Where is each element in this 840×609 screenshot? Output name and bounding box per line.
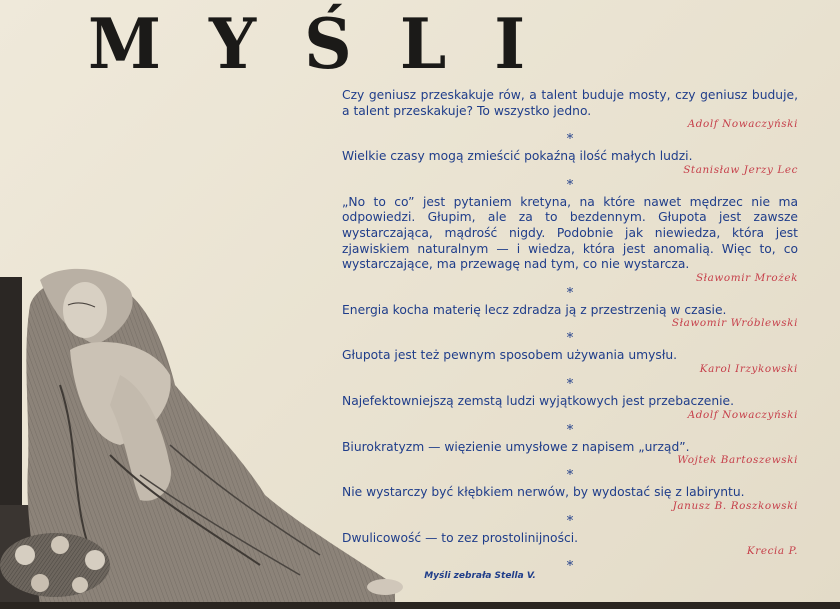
separator-star: *	[566, 513, 574, 529]
quote-author: Adolf Nowaczyński	[687, 118, 798, 131]
separator-star: *	[566, 468, 574, 484]
quote-author: Karol Irzykowski	[699, 362, 798, 375]
quote-author: Janusz B. Roszkowski	[672, 499, 798, 512]
quote-text: Czy geniusz przeskakuje rów, a talent buduje mosty, czy geniusz buduje, a talent przeskakuje? To wszystko jedno.	[342, 88, 798, 118]
quote-text: Najefektowniejszą zemstą ludzi wyjątkowych jest przebaczenie.	[342, 393, 735, 408]
quote-text: Energia kocha materię lecz zdradza ją z przestrzenią w czasie.	[342, 302, 727, 317]
separator-star: *	[566, 376, 574, 392]
separator-star: *	[566, 559, 574, 575]
quote-text: Biurokratyzm — więzienie umysłowe z napisem „urząd”.	[342, 439, 690, 454]
quote-text: Wielkie czasy mogą zmieścić pokaźną ilość małych ludzi.	[342, 149, 693, 164]
quotes-column	[328, 88, 798, 576]
quote-text: Dwulicowość — to zez prostolinijności.	[342, 530, 579, 545]
separator-star: *	[566, 285, 574, 301]
page-bottom-edge	[0, 602, 840, 609]
quote-author: Sławomir Mrożek	[695, 271, 798, 284]
separator-star: *	[566, 177, 574, 193]
separator-star: *	[566, 422, 574, 438]
quote-text: „No to co” jest pytaniem kretyna, na które nawet mędrzec nie ma odpowiedzi. Głupim, ale za to bezdennym. Głupota jest zawsze wystarczająca, mądrość nigdy. Podobnie jak niewiedza, która jest zjawiskiem naturalnym — i wiedza, która jest anomalią. Więc to, co wystarczające, ma przewagę nad tym, co nie wystarcza.	[342, 194, 798, 272]
quote-author: Krecia P.	[746, 545, 798, 558]
credit-line: Myśli zebrała Stella V.	[424, 571, 536, 581]
quote-author: Adolf Nowaczyński	[687, 408, 798, 421]
separator-star: *	[566, 132, 574, 148]
quote-author: Sławomir Wróblewski	[671, 317, 798, 330]
quote-author: Wojtek Bartoszewski	[677, 454, 798, 467]
quote-author: Stanisław Jerzy Lec	[683, 163, 798, 176]
page-title: MYŚLI	[88, 3, 574, 85]
quote-text: Głupota jest też pewnym sposobem używania umysłu.	[342, 348, 678, 363]
quote-text: Nie wystarczy być kłębkiem nerwów, by wydostać się z labiryntu.	[342, 485, 745, 500]
separator-star: *	[566, 331, 574, 347]
